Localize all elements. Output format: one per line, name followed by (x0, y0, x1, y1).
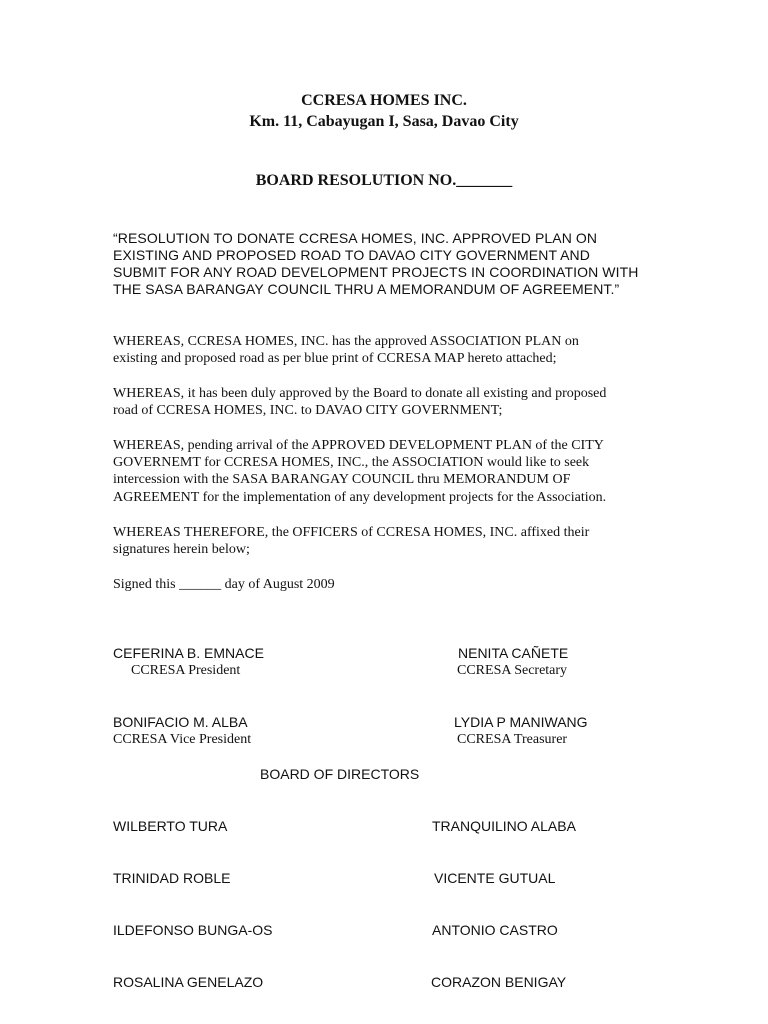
whereas-paragraph (113, 437, 673, 506)
officer-name: CEFERINA B. EMNACE (113, 645, 264, 661)
officer-title: CCRESA Secretary (457, 663, 568, 678)
paragraph-line: AGREEMENT for the implementation of any development projects for the Association. (113, 489, 607, 505)
quote-line: THE SASA BARANGAY COUNCIL THRU A MEMORANDUM OF AGREEMENT.” (113, 281, 620, 297)
whereas-paragraph (113, 333, 673, 367)
officer-title: CCRESA President (131, 663, 241, 678)
paragraph-line: signatures herein below; (113, 542, 250, 558)
paragraph-line: road of CCRESA HOMES, INC. to DAVAO CITY GOVERNMENT; (113, 403, 503, 419)
director-name: VICENTE GUTUAL (434, 870, 556, 886)
paragraph-line: WHEREAS, pending arrival of the APPROVED DEVELOPMENT PLAN of the CITY (113, 438, 604, 453)
paragraph-line: WHEREAS, it has been duly approved by the Board to donate all existing and proposed (113, 386, 607, 401)
officer-title: CCRESA Treasurer (457, 732, 568, 747)
paragraph-line: WHEREAS THEREFORE, the OFFICERS of CCRESA HOMES, INC. affixed their (113, 525, 590, 540)
quote-line: SUBMIT FOR ANY ROAD DEVELOPMENT PROJECTS IN COORDINATION WITH (113, 264, 639, 280)
director-name: CORAZON BENIGAY (431, 974, 567, 990)
paragraph-line: existing and proposed road as per blue print of CCRESA MAP hereto attached; (113, 351, 557, 367)
company-name: CCRESA HOMES INC. (301, 92, 467, 109)
director-name: WILBERTO TURA (113, 818, 228, 834)
paragraph-line: GOVERNEMT for CCRESA HOMES, INC., the ASSOCIATION would like to seek (113, 455, 590, 471)
signed-line: Signed this ______ day of August 2009 (113, 577, 335, 592)
company-address: Km. 11, Cabayugan I, Sasa, Davao City (249, 113, 519, 130)
whereas-paragraph (113, 385, 673, 419)
paragraph-line: intercession with the SASA BARANGAY COUNCIL thru MEMORANDUM OF (113, 472, 571, 488)
whereas-paragraph (113, 524, 673, 558)
officer-name: BONIFACIO M. ALBA (113, 714, 248, 730)
quote-line: “RESOLUTION TO DONATE CCRESA HOMES, INC. APPROVED PLAN ON (113, 230, 598, 246)
resolution-quote (113, 230, 673, 298)
director-name: TRINIDAD ROBLE (113, 870, 231, 886)
officer-name: LYDIA P MANIWANG (454, 714, 588, 730)
director-name: ILDEFONSO BUNGA-OS (113, 922, 273, 938)
director-name: TRANQUILINO ALABA (432, 818, 576, 834)
resolution-title: BOARD RESOLUTION NO._______ (255, 172, 513, 189)
director-name: ANTONIO CASTRO (432, 922, 558, 938)
board-of-directors-heading: BOARD OF DIRECTORS (260, 766, 420, 782)
officer-name: NENITA CAÑETE (458, 645, 569, 661)
paragraph-line: WHEREAS, CCRESA HOMES, INC. has the approved ASSOCIATION PLAN on (113, 334, 579, 349)
quote-line: EXISTING AND PROPOSED ROAD TO DAVAO CITY GOVERNMENT AND (113, 247, 590, 263)
officer-title: CCRESA Vice President (113, 732, 252, 747)
director-name: ROSALINA GENELAZO (113, 974, 264, 990)
